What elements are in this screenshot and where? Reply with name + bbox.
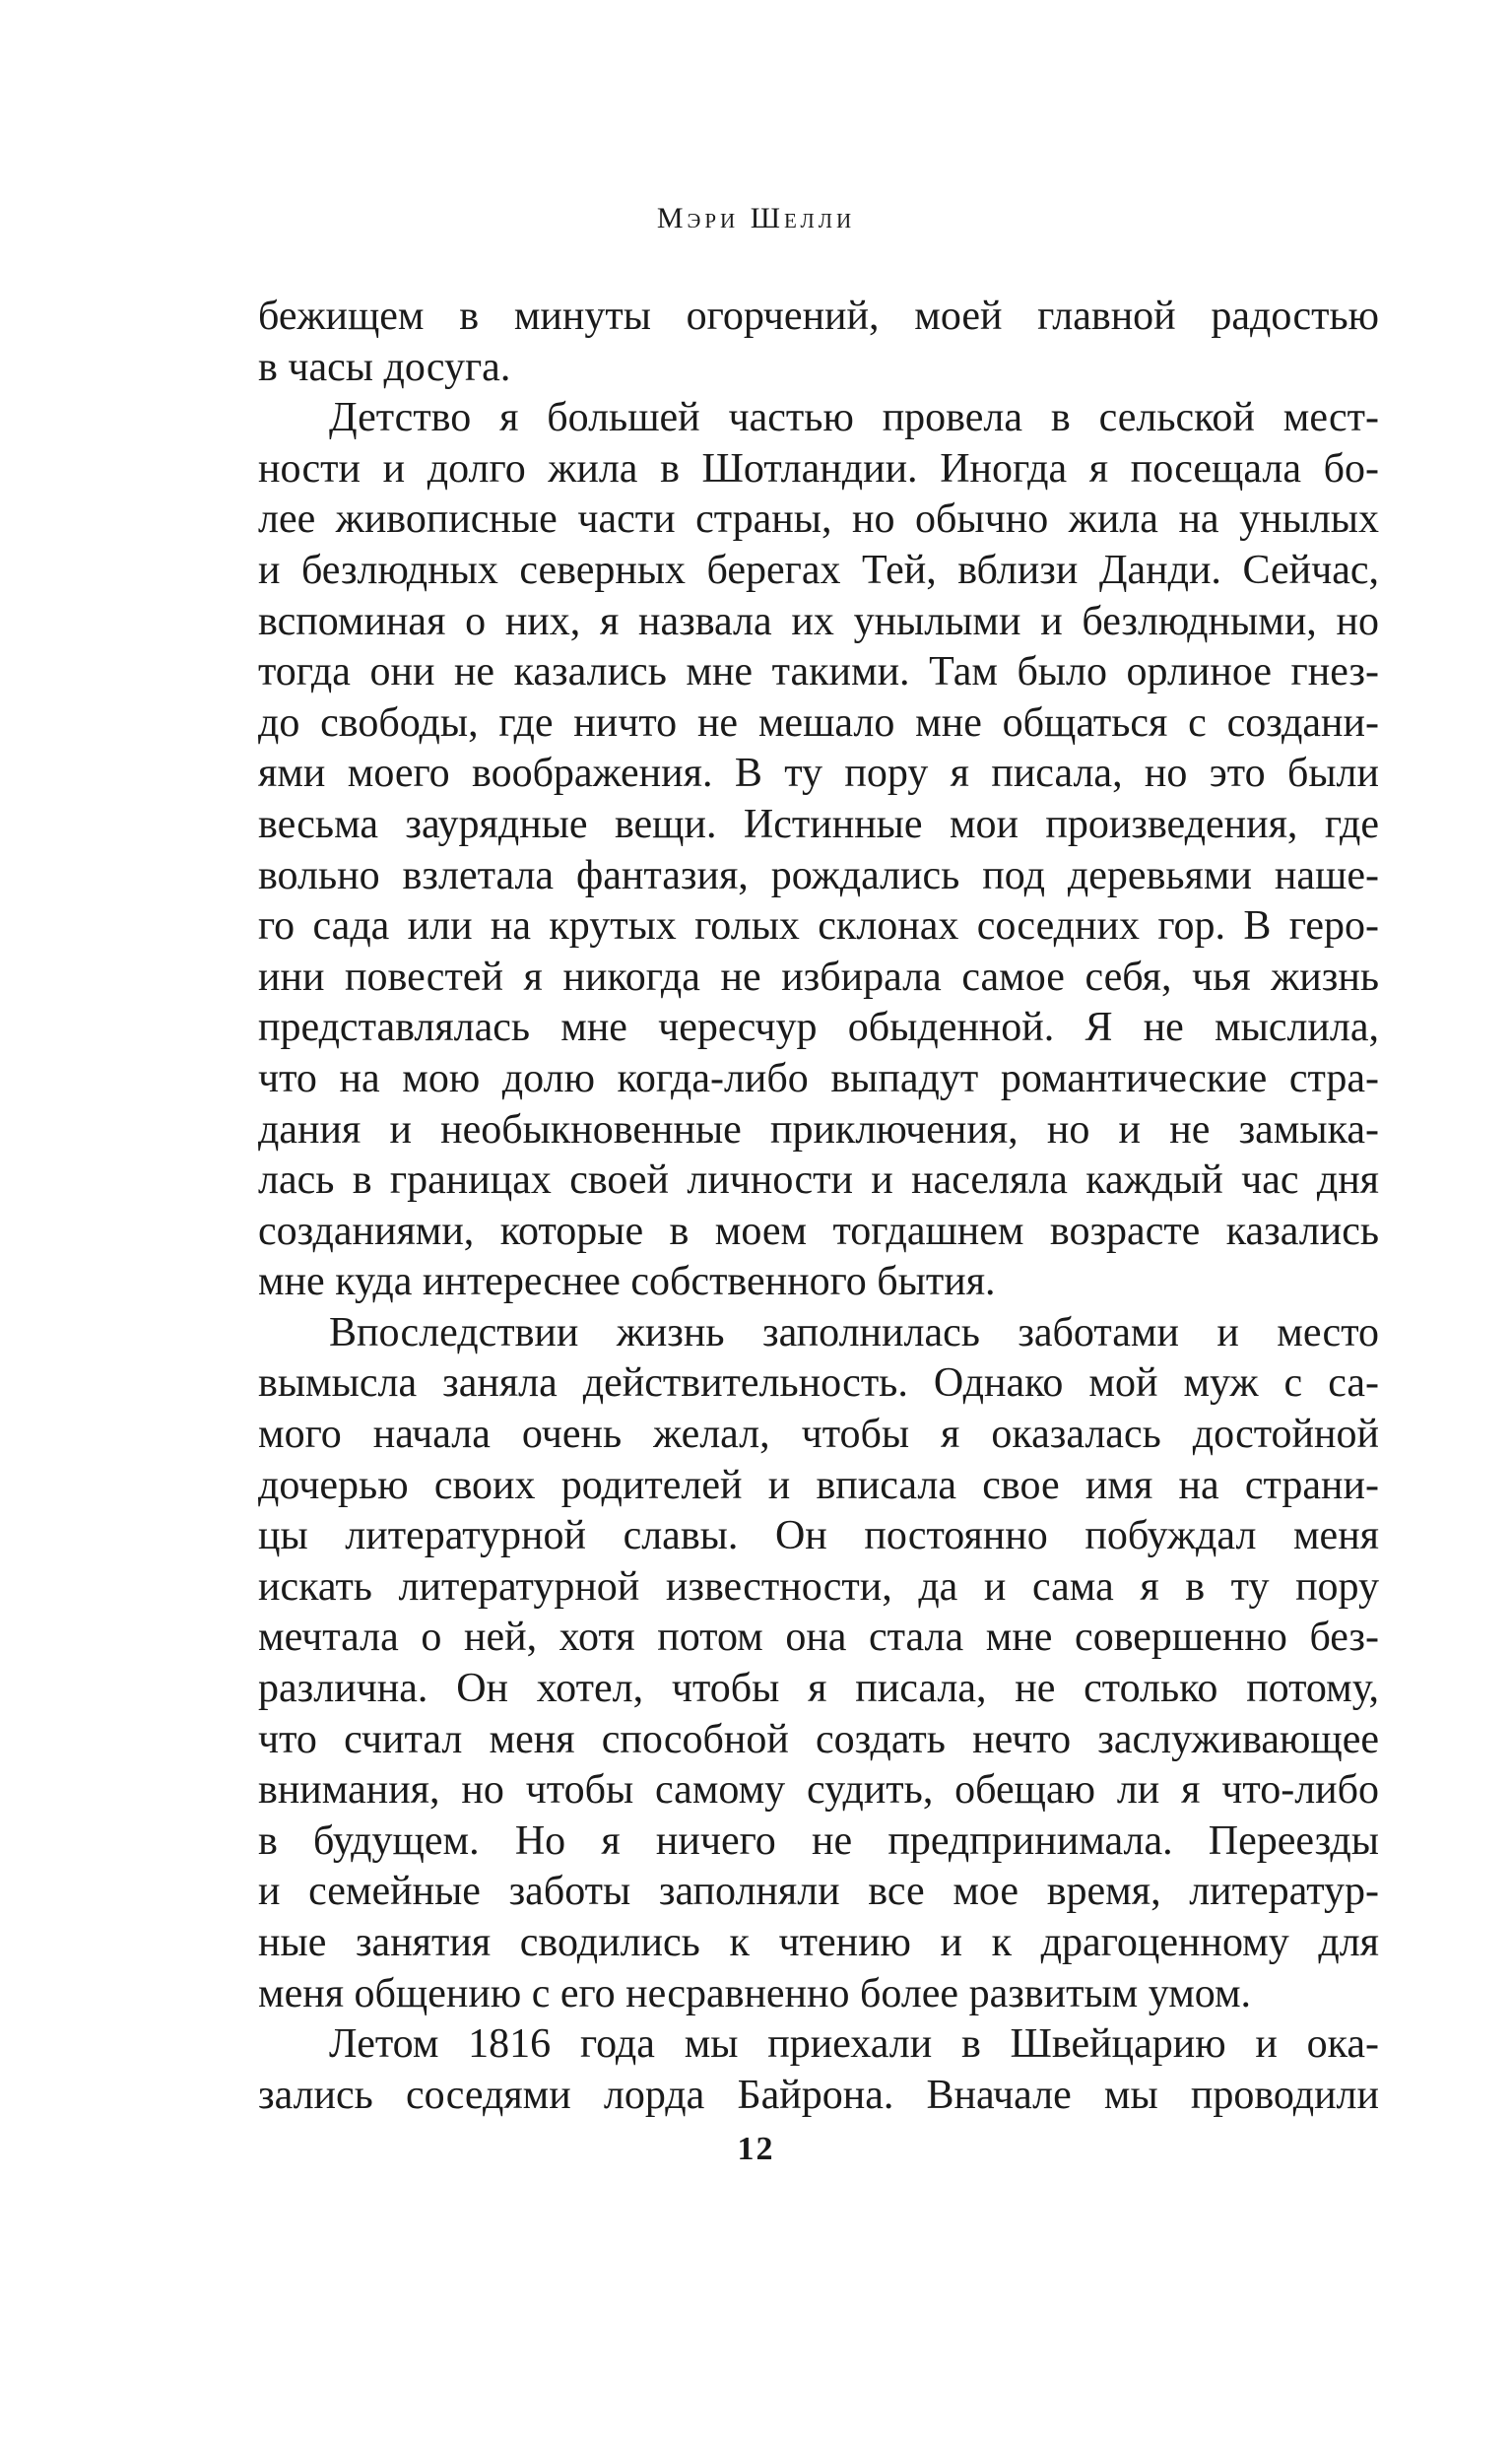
text-line: в часы досуга. [258, 344, 511, 390]
page-number: 12 [737, 2131, 775, 2167]
text-line: внимания, но чтобы самому судить, обещаю ли я что-либо [258, 1767, 1379, 1814]
text-line: в будущем. Но я ничего не предпринимала. Переезды [258, 1817, 1379, 1864]
text-line: и семейные заботы заполняли все мое время, литератур- [258, 1869, 1379, 1915]
text-line: цы литературной славы. Он постоянно побуждал меня [258, 1513, 1379, 1559]
text-line: вольно взлетала фантазия, рождались под деревьями наше- [258, 852, 1379, 898]
text-line: искать литературной известности, да и сама я в ту пору [258, 1563, 1379, 1610]
text-line: вымысла заняла действительность. Однако мой муж с са- [258, 1360, 1379, 1407]
text-line: что на мою долю когда-либо выпадут романтические стра- [258, 1055, 1379, 1101]
text-line: зались соседями лорда Байрона. Вначале мы проводили [258, 2072, 1379, 2118]
text-line: ями моего воображения. В ту пору я писала, но это были [258, 751, 1379, 797]
text-line: ные занятия сводились к чтению и к драгоценному для [258, 1920, 1379, 1965]
text-line: Летом 1816 года мы приехали в Швейцарию и ока- [329, 2021, 1379, 2068]
text-line: различна. Он хотел, чтобы я писала, не столько потому, [258, 1666, 1379, 1712]
text-line: лась в границах своей личности и населяла каждый час дня [258, 1157, 1379, 1204]
text-line: го сада или на крутых голых склонах соседних гор. В геро- [258, 903, 1379, 950]
text-line: ини повестей я никогда не избирала самое себя, чья жизнь [258, 954, 1379, 1000]
text-line: созданиями, которые в моем тогдашнем возрасте казались [258, 1208, 1379, 1254]
text-line: мечтала о ней, хотя потом она стала мне совершенно без- [258, 1615, 1379, 1661]
text-line: Впоследствии жизнь заполнилась заботами и место [329, 1309, 1379, 1355]
body-text [258, 292, 1379, 2121]
text-line: меня общению с его несравненно более развитым умом. [258, 1970, 1252, 2016]
text-line: дочерью своих родителей и вписала свое имя на страни- [258, 1462, 1379, 1508]
text-line: и безлюдных северных берегах Тей, вблизи Данди. Сейчас, [258, 547, 1379, 593]
text-line: ности и долго жила в Шотландии. Иногда я посещала бо- [258, 445, 1379, 492]
text-line: вспоминая о них, я назвала их унылыми и безлюдными, но [258, 598, 1379, 644]
text-line: до свободы, где ничто не мешало мне общаться с создани- [258, 699, 1379, 746]
text-line: весьма заурядные вещи. Истинные мои произведения, где [258, 801, 1379, 847]
text-line: мого начала очень желал, чтобы я оказалась достойной [258, 1412, 1379, 1458]
text-line: Детство я большей частью провела в сельской мест- [329, 395, 1379, 441]
text-line: тогда они не казались мне такими. Там было орлиное гнез- [258, 649, 1379, 695]
running-head: Мэри Шелли [656, 202, 856, 234]
text-line: лее живописные части страны, но обычно жила на унылых [258, 496, 1379, 543]
text-line: дания и необыкновенные приключения, но и не замыка- [258, 1106, 1379, 1153]
text-line: мне куда интереснее собственного бытия. [258, 1259, 996, 1305]
text-line: что считал меня способной создать нечто заслуживающее [258, 1716, 1379, 1762]
text-line: бежищем в минуты огорчений, моей главной радостью [258, 294, 1379, 339]
text-line: представлялась мне чересчур обыденной. Я не мыслила, [258, 1005, 1379, 1051]
